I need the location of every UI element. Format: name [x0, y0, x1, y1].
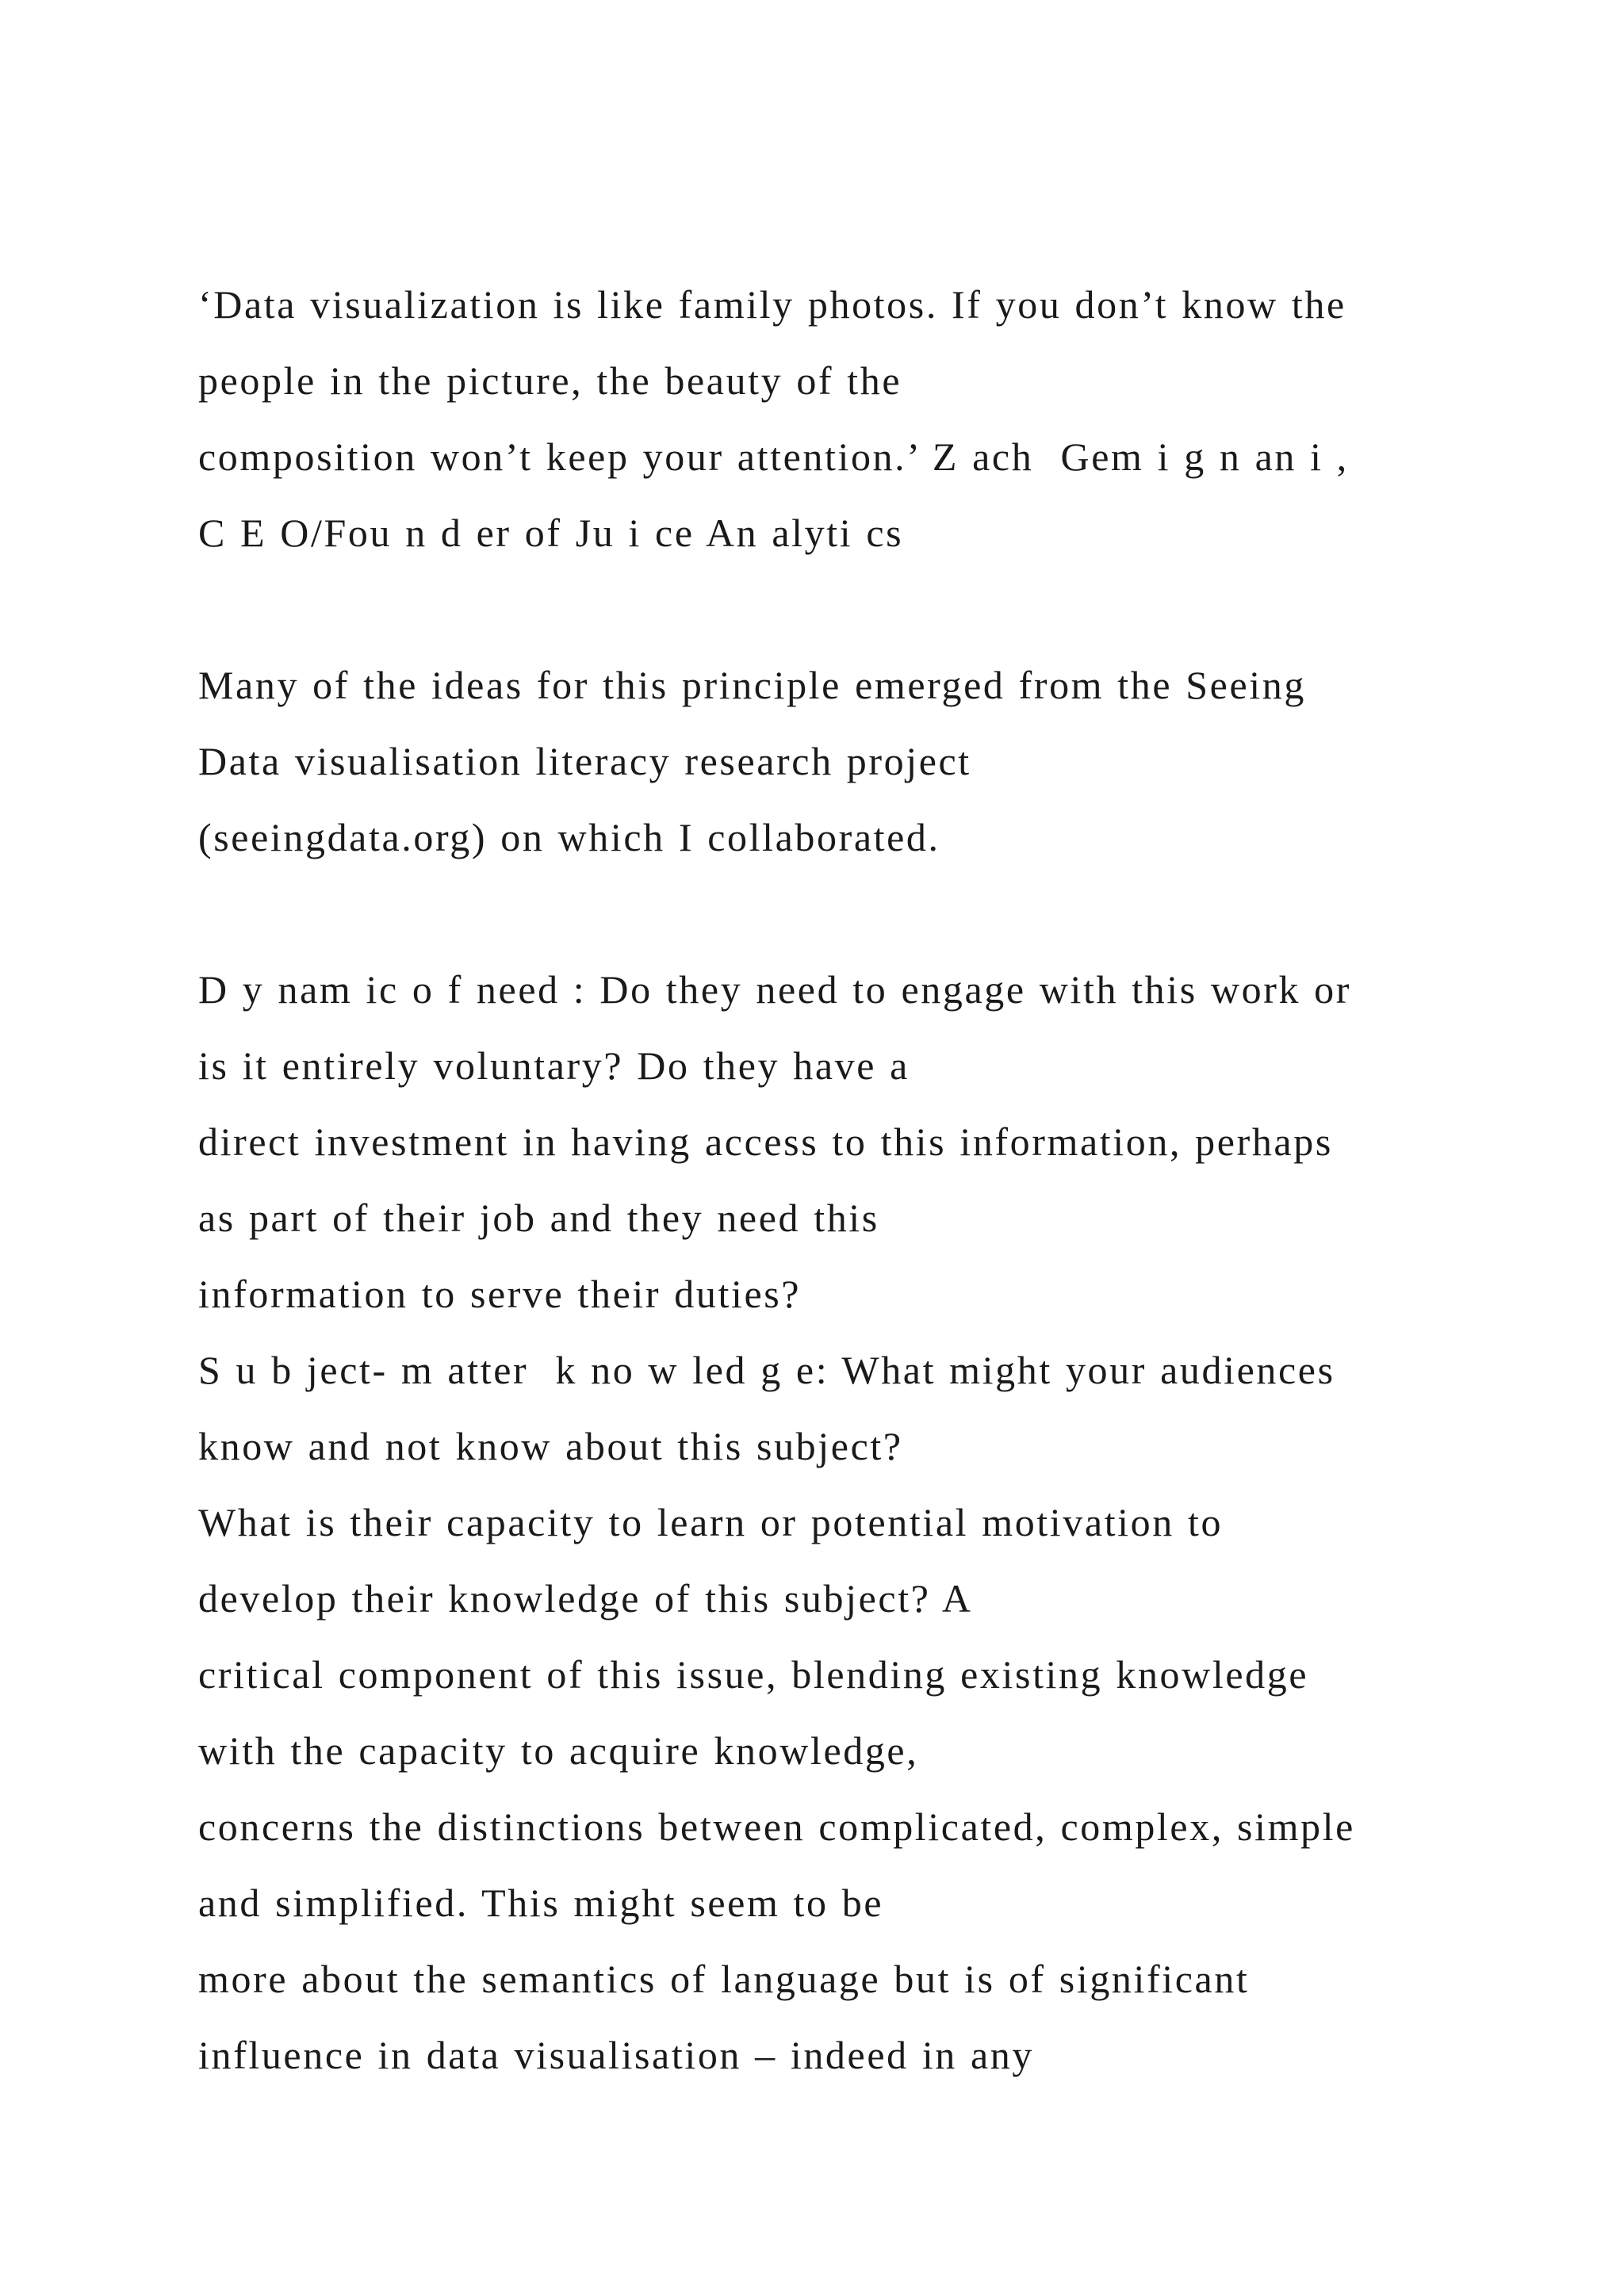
body-line-7: know and not know about this subject? — [198, 1424, 903, 1468]
body-line-15: influence in data visualisation – indeed in any — [198, 2033, 1034, 2077]
body-line-10: critical component of this issue, blending existing knowledge — [198, 1652, 1309, 1697]
body-line-3: direct investment in having access to this information, perhaps — [198, 1119, 1333, 1164]
body-line-12: concerns the distinctions between complicated, complex, simple — [198, 1804, 1355, 1849]
note-line-3: (seeingdata.org) on which I collaborated. — [198, 815, 940, 859]
note-line-2: Data visualisation literacy research project — [198, 739, 971, 783]
body-line-13: and simplified. This might seem to be — [198, 1881, 884, 1925]
body-line-1: D y nam ic o f need : Do they need to engage with this work or — [198, 967, 1351, 1012]
quote-line-1: ‘Data visualization is like family photos. If you don’t know the — [198, 282, 1346, 327]
quote-line-2: people in the picture, the beauty of the — [198, 358, 902, 403]
body-line-5: information to serve their duties? — [198, 1272, 802, 1316]
paragraph-spacer — [198, 571, 1546, 647]
body-line-11: with the capacity to acquire knowledge, — [198, 1728, 919, 1773]
quote-line-3: composition won’t keep your attention.’ Z ach Gem i g n an i , — [198, 434, 1349, 479]
body-line-6: S u b ject- m atter k no w led g e: What might your audiences — [198, 1348, 1335, 1392]
body-line-8: What is their capacity to learn or potential motivation to — [198, 1500, 1224, 1544]
document-body — [198, 266, 1546, 2093]
note-line-1: Many of the ideas for this principle emerged from the Seeing — [198, 663, 1306, 707]
body-line-2: is it entirely voluntary? Do they have a — [198, 1043, 910, 1088]
body-line-9: develop their knowledge of this subject? A — [198, 1576, 973, 1621]
quote-attribution-line: C E O/Fou n d er of Ju i ce An alyti cs — [198, 511, 904, 555]
body-line-4: as part of their job and they need this — [198, 1196, 879, 1240]
paragraph-spacer — [198, 875, 1546, 951]
body-line-14: more about the semantics of language but is of significant — [198, 1957, 1250, 2001]
